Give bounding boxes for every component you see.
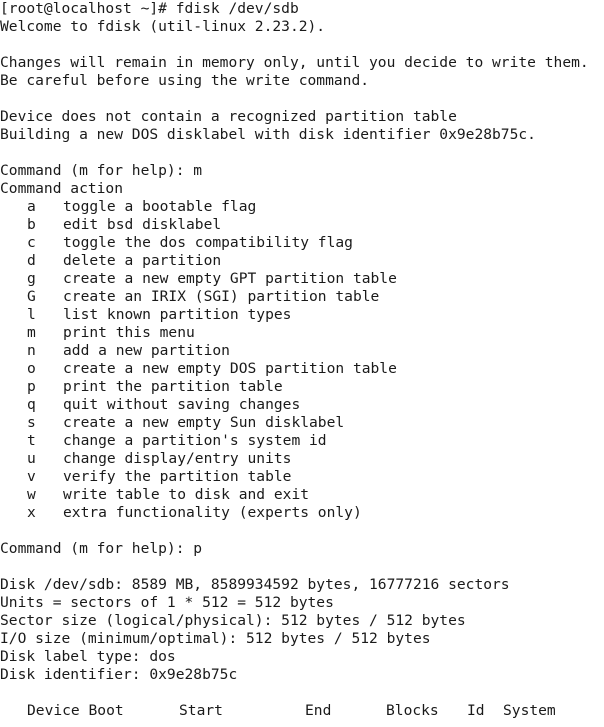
menu-item-m <box>0 324 604 342</box>
menu-item-u <box>0 450 604 468</box>
terminal-output-line <box>0 684 604 702</box>
table-header-device-boot: Device Boot <box>27 702 124 719</box>
menu-item-key: o <box>27 360 36 377</box>
menu-item-description: print this menu <box>63 324 195 341</box>
menu-item-q <box>0 396 604 414</box>
menu-item-key: G <box>27 288 36 305</box>
terminal-output-line: Disk identifier: 0x9e28b75c <box>0 666 238 683</box>
menu-item-description: extra functionality (experts only) <box>63 504 362 521</box>
terminal-disk-info-output <box>0 522 604 702</box>
menu-item-n <box>0 342 604 360</box>
menu-item-s <box>0 414 604 432</box>
table-header-blocks: Blocks <box>386 702 439 719</box>
menu-item-key: a <box>27 198 36 215</box>
menu-item-d <box>0 252 604 270</box>
menu-item-description: delete a partition <box>63 252 222 269</box>
menu-item-key: c <box>27 234 36 251</box>
menu-item-a <box>0 198 604 216</box>
menu-item-key: q <box>27 396 36 413</box>
menu-item-key: v <box>27 468 36 485</box>
menu-item-key: t <box>27 432 36 449</box>
table-header-id: Id <box>467 702 485 719</box>
terminal-output-line: Disk /dev/sdb: 8589 MB, 8589934592 bytes, 16777216 sectors <box>0 576 510 593</box>
menu-item-description: quit without saving changes <box>63 396 301 413</box>
menu-item-p <box>0 378 604 396</box>
menu-item-G <box>0 288 604 306</box>
menu-item-key: s <box>27 414 36 431</box>
terminal-output-line: Command (m for help): m <box>0 162 203 179</box>
menu-item-description: edit bsd disklabel <box>63 216 222 233</box>
menu-item-key: l <box>27 306 36 323</box>
menu-item-description: toggle a bootable flag <box>63 198 257 215</box>
terminal-output-line <box>0 90 604 108</box>
menu-item-key: u <box>27 450 36 467</box>
terminal-output-line: Be careful before using the write command. <box>0 72 370 89</box>
menu-item-v <box>0 468 604 486</box>
terminal-output-line: Changes will remain in memory only, until you decide to write them. <box>0 54 589 71</box>
menu-item-w <box>0 486 604 504</box>
menu-item-c <box>0 234 604 252</box>
terminal-output-line <box>0 558 604 576</box>
menu-item-description: change display/entry units <box>63 450 292 467</box>
fdisk-command-menu <box>0 198 604 522</box>
menu-item-key: p <box>27 378 36 395</box>
menu-item-key: x <box>27 504 36 521</box>
table-header-end: End <box>305 702 332 719</box>
terminal-output-line: Units = sectors of 1 * 512 = 512 bytes <box>0 594 334 611</box>
menu-item-o <box>0 360 604 378</box>
table-header-start: Start <box>179 702 223 719</box>
terminal-output-line <box>0 144 604 162</box>
menu-item-key: d <box>27 252 36 269</box>
terminal-output-line: Device does not contain a recognized partition table <box>0 108 457 125</box>
menu-item-description: list known partition types <box>63 306 292 323</box>
terminal-output-line: Command action <box>0 180 124 197</box>
terminal-output-line: Welcome to fdisk (util-linux 2.23.2). <box>0 18 326 35</box>
terminal-intro-output <box>0 0 604 198</box>
menu-item-description: print the partition table <box>63 378 283 395</box>
menu-item-key: w <box>27 486 36 503</box>
terminal-output-line <box>0 36 604 54</box>
menu-item-description: create a new empty GPT partition table <box>63 270 397 287</box>
menu-item-b <box>0 216 604 234</box>
menu-item-description: toggle the dos compatibility flag <box>63 234 353 251</box>
terminal-output-line: [root@localhost ~]# fdisk /dev/sdb <box>0 0 299 17</box>
menu-item-description: add a new partition <box>63 342 230 359</box>
menu-item-x <box>0 504 604 522</box>
menu-item-description: change a partition's system id <box>63 432 327 449</box>
menu-item-description: create an IRIX (SGI) partition table <box>63 288 380 305</box>
terminal-output-line <box>0 522 604 540</box>
menu-item-t <box>0 432 604 450</box>
terminal-output-line: Sector size (logical/physical): 512 bytes / 512 bytes <box>0 612 466 629</box>
menu-item-key: m <box>27 324 36 341</box>
menu-item-description: create a new empty DOS partition table <box>63 360 397 377</box>
partition-table-header <box>0 702 604 720</box>
terminal-output-line: Building a new DOS disklabel with disk identifier 0x9e28b75c. <box>0 126 536 143</box>
menu-item-key: n <box>27 342 36 359</box>
menu-item-key: g <box>27 270 36 287</box>
menu-item-l <box>0 306 604 324</box>
menu-item-key: b <box>27 216 36 233</box>
terminal-output-line: Disk label type: dos <box>0 648 176 665</box>
table-header-system: System <box>503 702 556 719</box>
menu-item-description: create a new empty Sun disklabel <box>63 414 345 431</box>
menu-item-description: verify the partition table <box>63 468 292 485</box>
terminal-output-line: Command (m for help): p <box>0 540 203 557</box>
menu-item-description: write table to disk and exit <box>63 486 310 503</box>
terminal-output-line: I/O size (minimum/optimal): 512 bytes / 512 bytes <box>0 630 431 647</box>
menu-item-g <box>0 270 604 288</box>
